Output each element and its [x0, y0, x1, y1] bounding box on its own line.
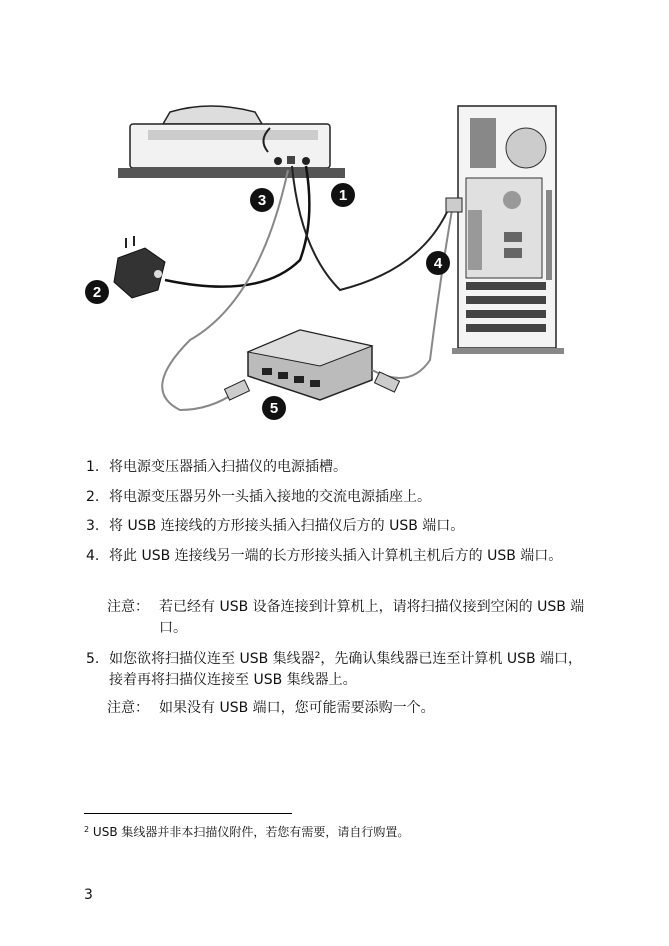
- note-text: 若已经有 USB 设备连接到计算机上，请将扫描仪接到空闲的 USB 端口。: [159, 599, 585, 636]
- step-text-part-b: ，先确认集线器已连至计算机 USB 端口， 接着再将扫描仪连接至 USB 集线器上。: [109, 651, 583, 688]
- scanner-image: [118, 106, 345, 178]
- step-text: 将电源变压器插入扫描仪的电源插槽。: [109, 459, 347, 475]
- step-number: 5.: [86, 651, 100, 667]
- callout-2: [85, 280, 109, 304]
- usb-hub-image: [248, 330, 372, 400]
- callout-5: [262, 396, 286, 420]
- callout-3: [250, 188, 274, 212]
- step-number: 2.: [86, 489, 100, 505]
- step-text: 将此 USB 连接线另一端的长方形接头插入计算机主机后方的 USB 端口。: [109, 548, 563, 564]
- step-text: 将电源变压器另外一头插入接地的交流电源插座上。: [109, 489, 431, 505]
- step-3: [86, 516, 586, 537]
- step-number: 3.: [86, 518, 100, 534]
- power-adapter-image: [114, 236, 165, 298]
- callout-4: [426, 251, 450, 275]
- footnote-reference: 2: [314, 651, 321, 661]
- step-5: [86, 649, 586, 691]
- step-1: [86, 457, 586, 478]
- footnote-text: USB 集线器并非本扫描仪附件，若您有需要，请自行购置。: [92, 825, 410, 839]
- computer-tower-image: [452, 106, 564, 354]
- note-label: 注意：: [107, 700, 149, 716]
- note-label: 注意：: [107, 599, 149, 615]
- footnote: [84, 824, 409, 840]
- svg-text:3: 3: [257, 192, 267, 209]
- svg-text:4: 4: [433, 255, 443, 272]
- svg-text:2: 2: [92, 284, 102, 301]
- step-text-part-a: 如您欲将扫描仪连至 USB 集线器: [109, 651, 315, 667]
- callout-1: [331, 183, 355, 207]
- step-text: [109, 649, 586, 691]
- note-1: [107, 597, 587, 639]
- note-text: 如果没有 USB 端口，您可能需要添购一个。: [159, 700, 435, 716]
- step-number: 1.: [86, 459, 100, 475]
- step-number: 4.: [86, 548, 100, 564]
- step-4: [86, 546, 586, 567]
- connection-illustration: [0, 0, 669, 440]
- footnote-mark: 2: [84, 825, 90, 834]
- page-number: 3: [84, 887, 93, 903]
- step-text: 将 USB 连接线的方形接头插入扫描仪后方的 USB 端口。: [109, 518, 465, 534]
- note-2: [107, 698, 587, 719]
- footnote-divider: [84, 813, 292, 814]
- svg-text:1: 1: [338, 187, 348, 204]
- step-2: [86, 487, 586, 508]
- svg-text:5: 5: [269, 400, 279, 417]
